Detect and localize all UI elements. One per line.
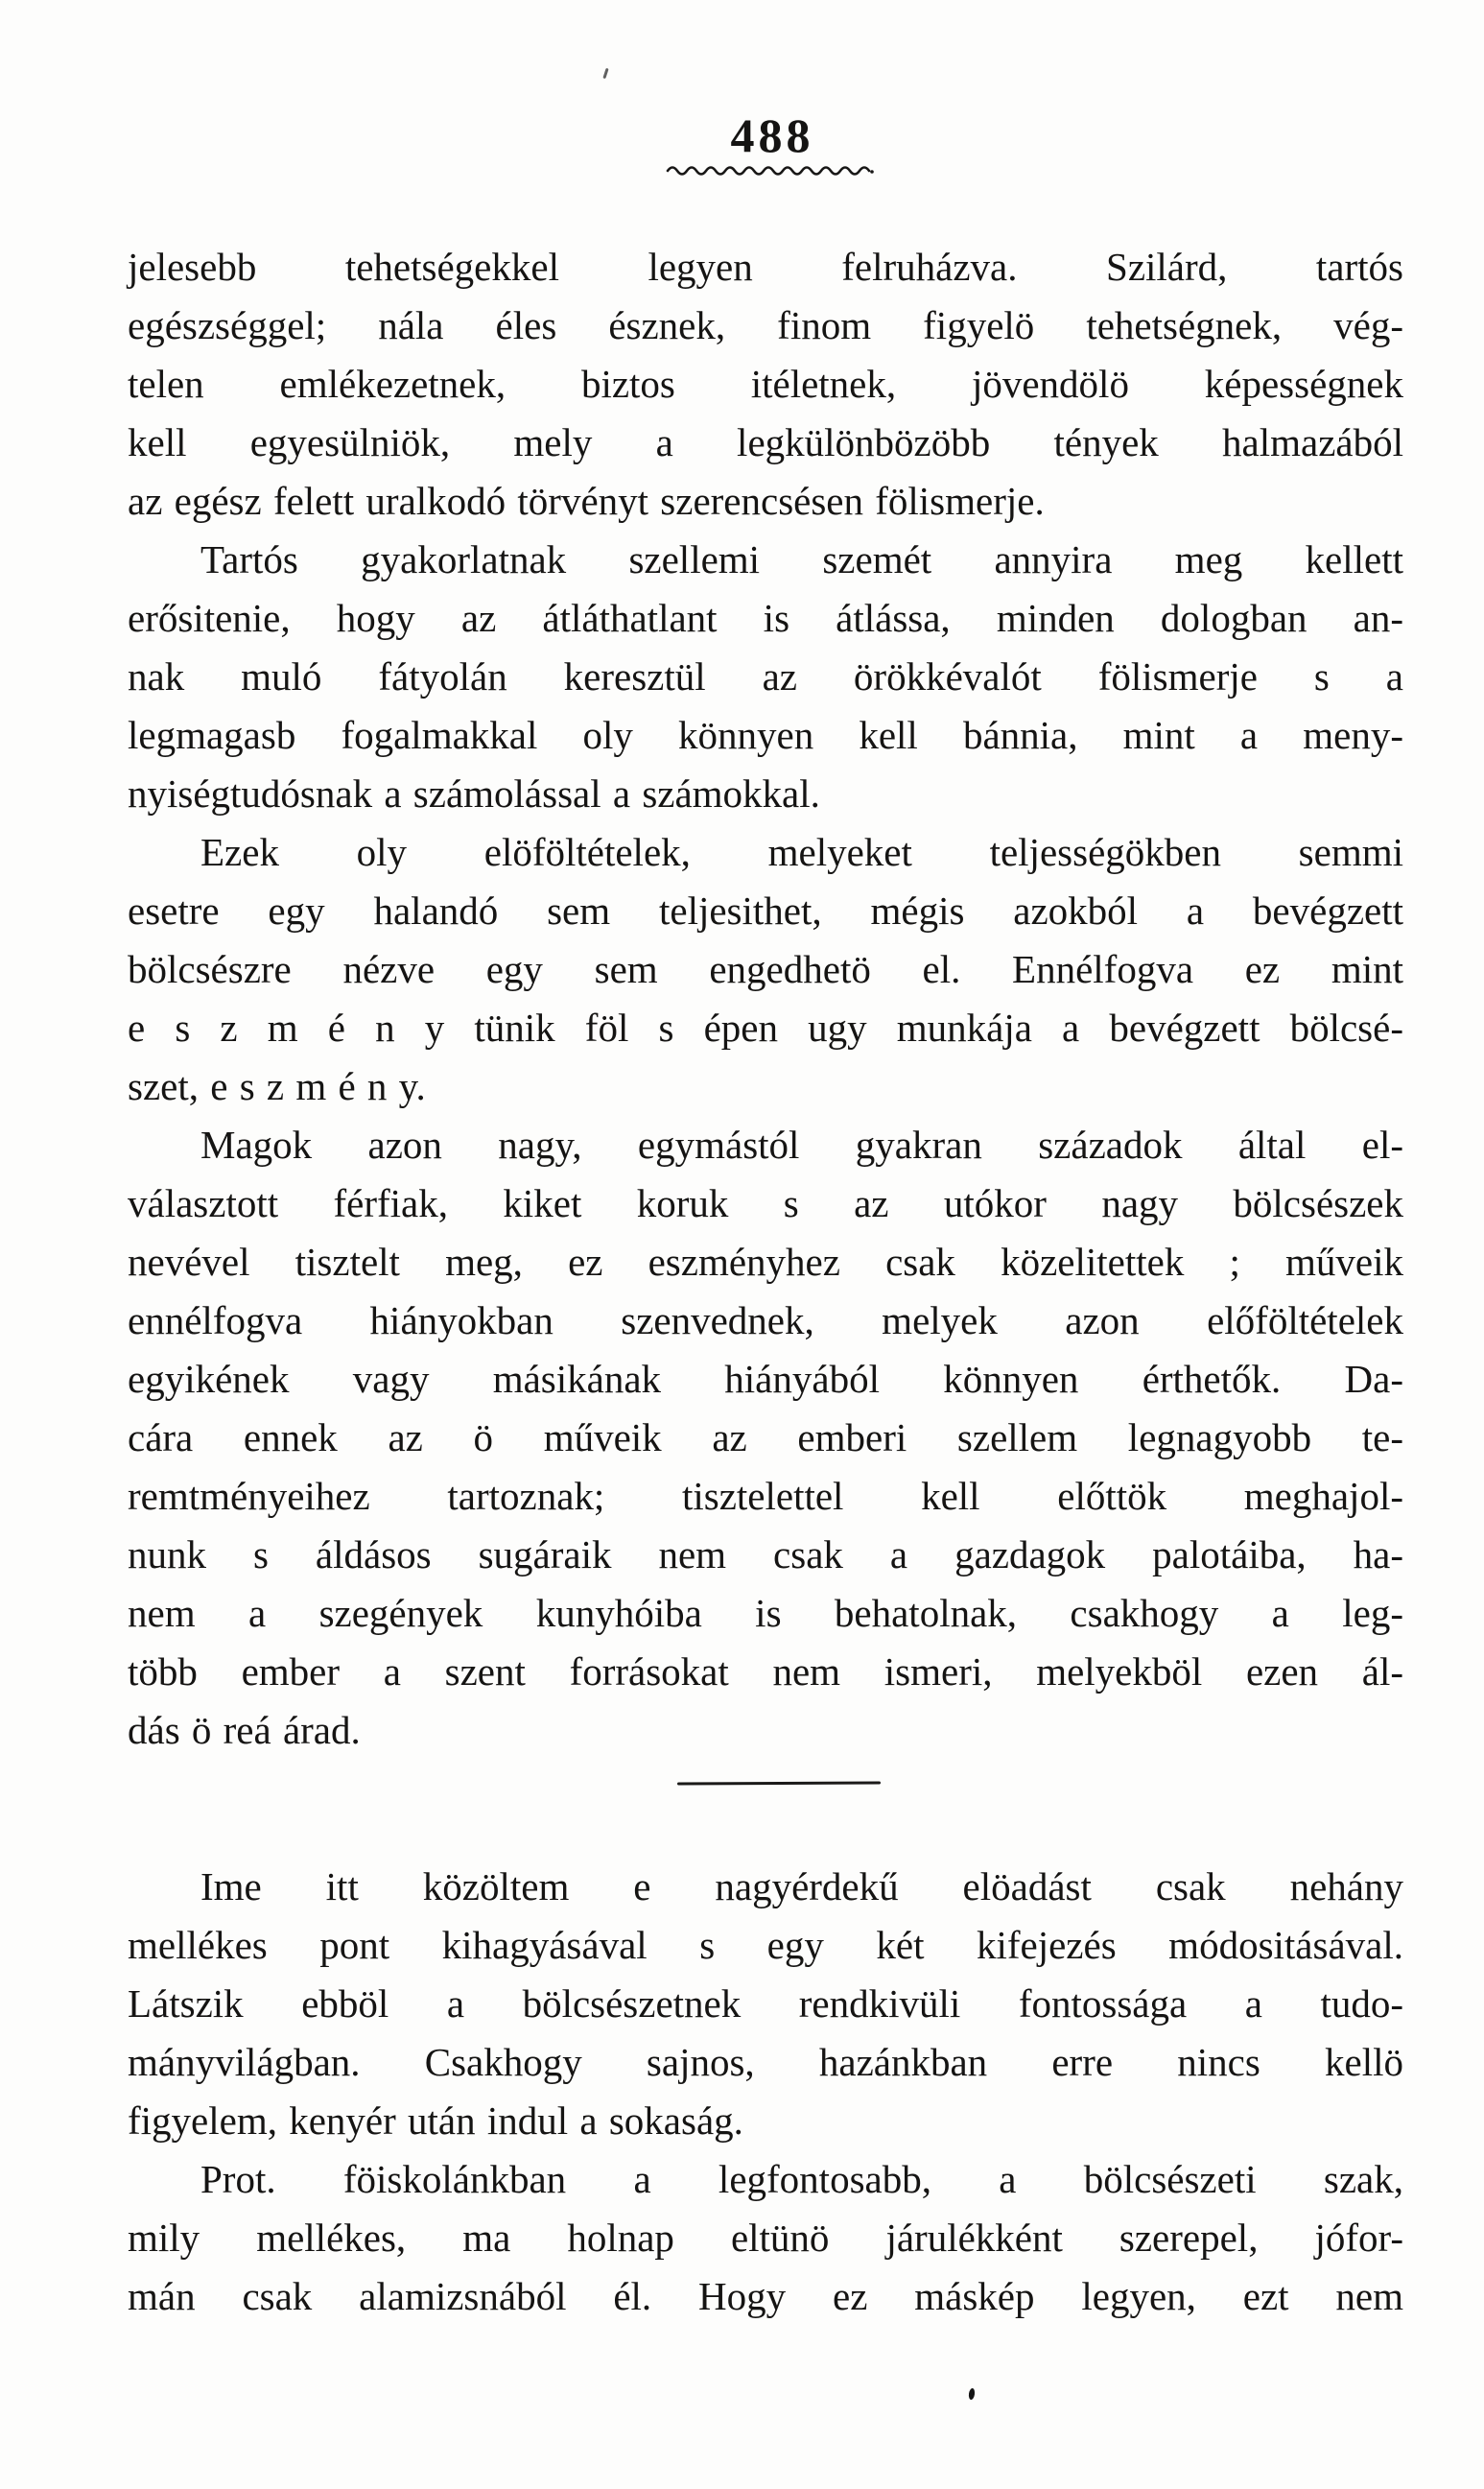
text-line: mily mellékes, ma holnap eltünö járulékként szerepel, jófor- bbox=[128, 2216, 1403, 2260]
text-line: választott férfiak, kiket koruk s az utókor nagy bölcsészek bbox=[128, 1181, 1403, 1225]
text-line: figyelem, kenyér után indul a sokaság. bbox=[128, 2098, 743, 2143]
section-divider bbox=[677, 1781, 881, 1785]
text-line: Látszik ebböl a bölcsészetnek rendkivüli fontossága a tudo- bbox=[128, 1981, 1403, 2026]
paragraph bbox=[128, 238, 1403, 531]
text-line: egyikének vagy másikának hiányából könnyen érthetők. Da- bbox=[128, 1357, 1403, 1401]
text-line: ennélfogva hiányokban szenvednek, melyek azon előföltételek bbox=[128, 1298, 1403, 1342]
paragraph bbox=[128, 1858, 1403, 2150]
body-text-section bbox=[128, 238, 1403, 1760]
text-line: nevével tisztelt meg, ez eszményhez csak közelitettek ; műveik bbox=[128, 1240, 1403, 1284]
text-line: mányvilágban. Csakhogy sajnos, hazánkban erre nincs kellö bbox=[128, 2040, 1403, 2084]
text-line: nunk s áldásos sugáraik nem csak a gazdagok palotáiba, ha- bbox=[128, 1532, 1403, 1576]
text-line: nak muló fátyolán keresztül az örökkévalót fölismerje s a bbox=[128, 654, 1403, 699]
text-line: szet, e s z m é n y. bbox=[128, 1064, 426, 1108]
text-line: erősitenie, hogy az átláthatlant is átlássa, minden dologban an- bbox=[128, 596, 1403, 640]
text-line: dás ö reá árad. bbox=[128, 1708, 361, 1752]
text-line: mellékes pont kihagyásával s egy két kifejezés módositásával. bbox=[128, 1923, 1403, 1967]
paragraph bbox=[128, 823, 1403, 1116]
text-line: legmagasb fogalmakkal oly könnyen kell bánnia, mint a meny- bbox=[128, 713, 1403, 757]
text-line: az egész felett uralkodó törvényt szerencsésen fölismerje. bbox=[128, 479, 1045, 523]
page-number: 488 bbox=[730, 108, 814, 162]
text-line: remtményeihez tartoznak; tisztelettel kell előttök meghajol- bbox=[128, 1474, 1403, 1518]
text-line: Ezek oly elöföltételek, melyeket teljességökben semmi bbox=[200, 830, 1403, 874]
text-line: telen emlékezetnek, biztos itéletnek, jövendölö képességnek bbox=[128, 362, 1403, 406]
text-line: több ember a szent forrásokat nem ismeri, melyekböl ezen ál- bbox=[128, 1649, 1403, 1694]
text-line: kell egyesülniök, mely a legkülönbözöbb tények halmazából bbox=[128, 420, 1403, 464]
text-line: mán csak alamizsnából él. Hogy ez máskép legyen, ezt nem bbox=[128, 2274, 1403, 2318]
text-line: nem a szegények kunyhóiba is behatolnak, csakhogy a leg- bbox=[128, 1591, 1403, 1635]
text-line: bölcsészre nézve egy sem engedhetö el. Ennélfogva ez mint bbox=[128, 947, 1403, 991]
text-line: Prot. föiskolánkban a legfontosabb, a bölcsészeti szak, bbox=[200, 2157, 1403, 2201]
squiggle-underline-icon bbox=[666, 162, 879, 178]
text-line: cára ennek az ö műveik az emberi szellem legnagyobb te- bbox=[128, 1415, 1403, 1459]
ink-dot bbox=[968, 2388, 976, 2401]
paragraph bbox=[128, 2150, 1403, 2326]
text-line: e s z m é n y tünik föl s épen ugy munkája a bevégzett bölcsé- bbox=[128, 1006, 1403, 1050]
text-line: Ime itt közöltem e nagyérdekű elöadást csak nehány bbox=[200, 1864, 1403, 1908]
text-line: egészséggel; nála éles észnek, finom figyelö tehetségnek, vég- bbox=[128, 303, 1403, 347]
closing-text-section bbox=[128, 1858, 1403, 2326]
paragraph bbox=[128, 1116, 1403, 1760]
text-line: esetre egy halandó sem teljesithet, mégis azokból a bevégzett bbox=[128, 889, 1403, 933]
text-line: nyiségtudósnak a számolással a számokkal. bbox=[128, 771, 820, 816]
text-line: Magok azon nagy, egymástól gyakran századok által el- bbox=[200, 1123, 1403, 1167]
ink-speck bbox=[602, 68, 608, 79]
text-line: jelesebb tehetségekkel legyen felruházva. Szilárd, tartós bbox=[128, 245, 1403, 289]
text-line: Tartós gyakorlatnak szellemi szemét annyira meg kellett bbox=[200, 537, 1403, 581]
paragraph bbox=[128, 531, 1403, 823]
